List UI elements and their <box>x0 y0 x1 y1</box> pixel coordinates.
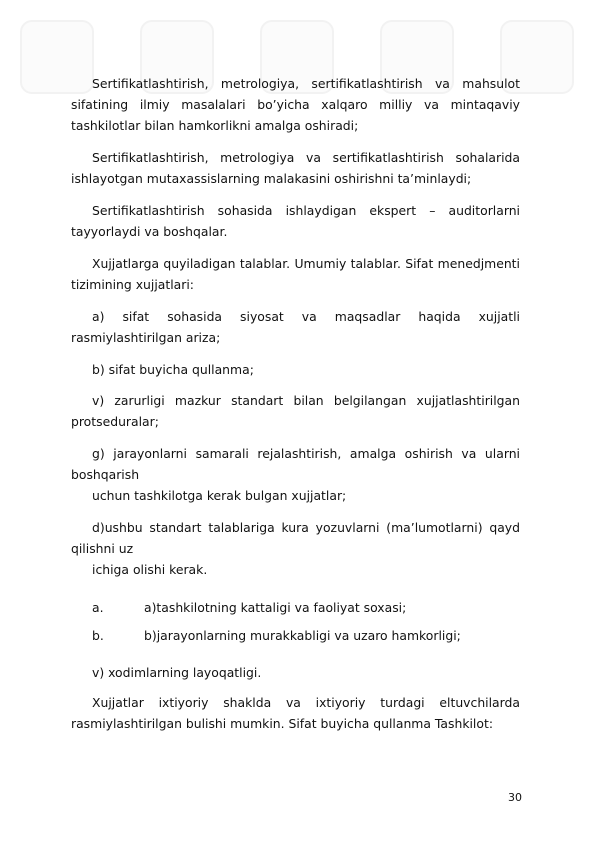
paragraph: g) jarayonlarni samarali rejalashtirish, amalga oshirish va ularni boshqarish <box>71 446 520 482</box>
list-marker: b. <box>92 628 104 643</box>
paragraph: Xujjatlarga quyiladigan talablar. Umumiy talablar. Sifat menedjmenti tizimining xujjatlari: <box>71 256 520 292</box>
paragraph: Sertifikatlashtirish, metrologiya, sertifikatlashtirish va mahsulot sifatining ilmiy masalalari bo’yicha xalqaro milliy va mintaqaviy tashkilotlar bilan hamkorlikni amalga oshiradi; <box>71 76 520 133</box>
paragraph: uchun tashkilotga kerak bulgan xujjatlar; <box>92 488 347 503</box>
paragraph: d)ushbu standart talablariga kura yozuvlarni (ma’lumotlarni) qayd qilishni uz <box>71 520 520 556</box>
list-item <box>92 597 406 618</box>
paragraph: v) xodimlarning layoqatligi. <box>92 665 262 680</box>
list-marker: a. <box>92 600 104 615</box>
paragraph: Sertifikatlashtirish, metrologiya va sertifikatlashtirish sohalarida ishlayotgan mutaxassislarning malakasini oshirishni ta’minlaydi; <box>71 150 520 186</box>
page-number: 30 <box>508 791 522 804</box>
paragraph: a) sifat sohasida siyosat va maqsadlar haqida xujjatli rasmiylashtirilgan ariza; <box>71 309 520 345</box>
list-item-text: a)tashkilotning kattaligi va faoliyat soxasi; <box>144 600 407 615</box>
paragraph: b) sifat buyicha qullanma; <box>92 362 254 377</box>
paragraph: v) zarurligi mazkur standart bilan belgilangan xujjatlashtirilgan protseduralar; <box>71 393 520 429</box>
list-item-text: b)jarayonlarning murakkabligi va uzaro hamkorligi; <box>144 628 461 643</box>
list-item <box>92 625 461 646</box>
paragraph: Xujjatlar ixtiyoriy shaklda va ixtiyoriy turdagi eltuvchilarda rasmiylashtirilgan bulishi mumkin. Sifat buyicha qullanma Tashkilot: <box>71 695 520 731</box>
paragraph: ichiga olishi kerak. <box>92 562 208 577</box>
paragraph: Sertifikatlashtirish sohasida ishlaydigan ekspert – auditorlarni tayyorlaydi va boshqalar. <box>71 203 520 239</box>
